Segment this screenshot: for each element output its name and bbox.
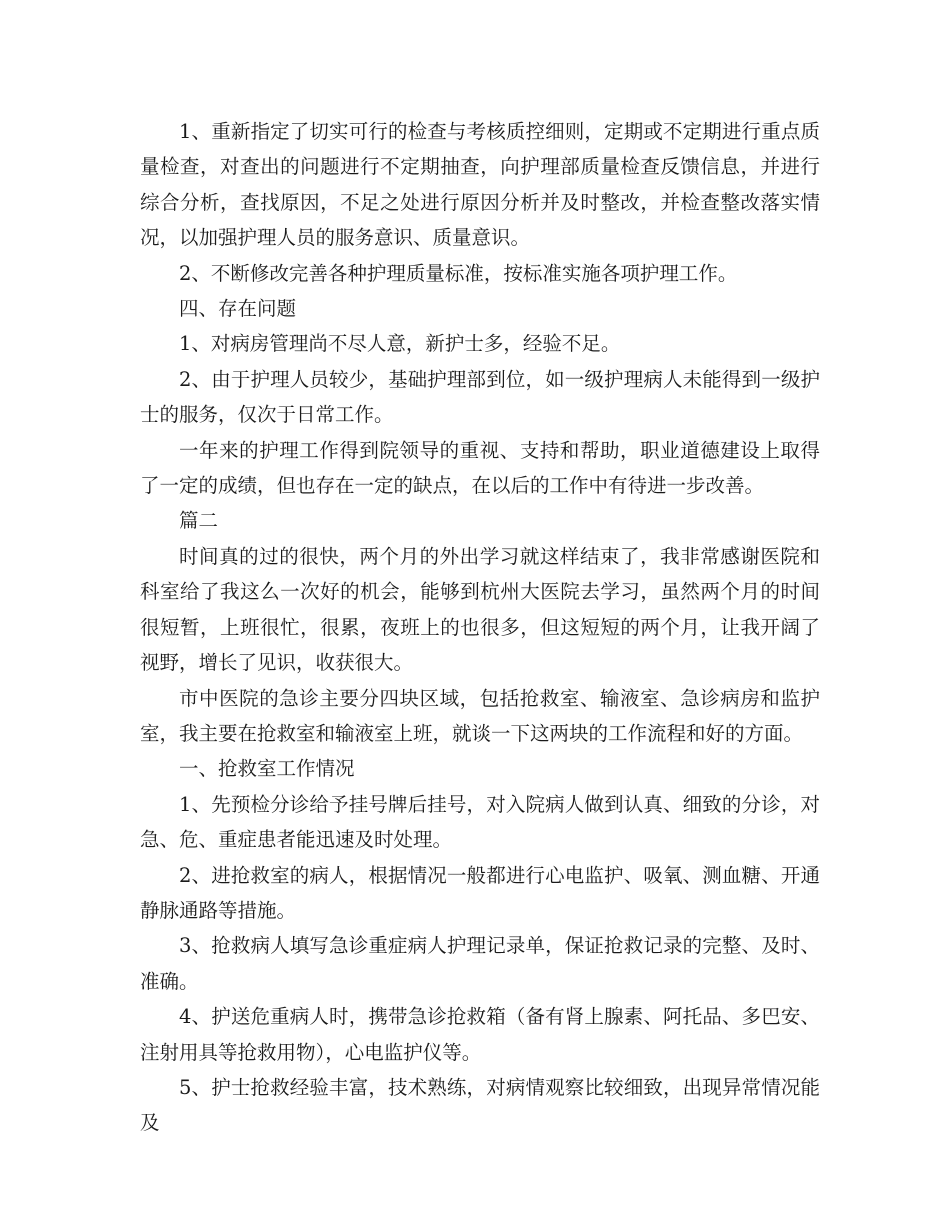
paragraph-staff-shortage: 2、由于护理人员较少，基础护理部到位，如一级护理病人未能得到一级护士的服务，仅次于日常工作。 [140, 367, 820, 427]
section-heading-existing-problems: 四、存在问题 [179, 297, 297, 321]
paragraph-patient-transport: 4、护送危重病人时，携带急诊抢救箱（备有肾上腺素、阿托品、多巴安、注射用具等抢救用物），心电监护仪等。 [140, 1005, 820, 1064]
section-heading-rescue-room: 一、抢救室工作情况 [179, 757, 355, 781]
section-heading-part-two: 篇二 [179, 509, 219, 533]
paragraph-ward-management: 1、对病房管理尚不尽人意，新护士多，经验不足。 [179, 332, 621, 356]
paragraph-nurse-experience: 5、护士抢救经验丰富，技术熟练，对病情观察比较细致，出现异常情况能及 [140, 1075, 820, 1135]
paragraph-nursing-records: 3、抢救病人填写急诊重症病人护理记录单，保证抢救记录的完整、及时、准确。 [140, 934, 820, 993]
paragraph-triage: 1、先预检分诊给予挂号牌后挂号，对入院病人做到认真、细致的分诊，对急、危、重症患者能迅速及时处理。 [140, 792, 820, 852]
paragraph-yearly-summary: 一年来的护理工作得到院领导的重视、支持和帮助，职业道德建设上取得了一定的成绩，但也存在一定的缺点，在以后的工作中有待进一步改善。 [140, 438, 820, 498]
paragraph-emergency-areas: 市中医院的急诊主要分四块区域，包括抢救室、输液室、急诊病房和监护室，我主要在抢救室和输液室上班，就谈一下这两块的工作流程和好的方面。 [140, 686, 820, 745]
paragraph-quality-control-rules: 1、重新指定了切实可行的检查与考核质控细则，定期或不定期进行重点质量检查，对查出的问题进行不定期抽查，向护理部质量检查反馈信息，并进行综合分析，查找原因，不足之处进行原因分析并及时整改，并检查整改落实情况，以加强护理人员的服务意识、质量意识。 [140, 120, 820, 250]
paragraph-study-trip: 时间真的过的很快，两个月的外出学习就这样结束了，我非常感谢医院和科室给了我这么一次好的机会，能够到杭州大医院去学习，虽然两个月的时间很短暂，上班很忙，很累，夜班上的也很多，但这短短的两个月，让我开阔了视野，增长了见识，收获很大。 [140, 544, 820, 675]
paragraph-quality-standards: 2、不断修改完善各种护理质量标准，按标准实施各项护理工作。 [179, 261, 738, 285]
document-body [140, 114, 820, 1141]
paragraph-rescue-measures: 2、进抢救室的病人，根据情况一般都进行心电监护、吸氧、测血糖、开通静脉通路等措施。 [140, 863, 820, 922]
